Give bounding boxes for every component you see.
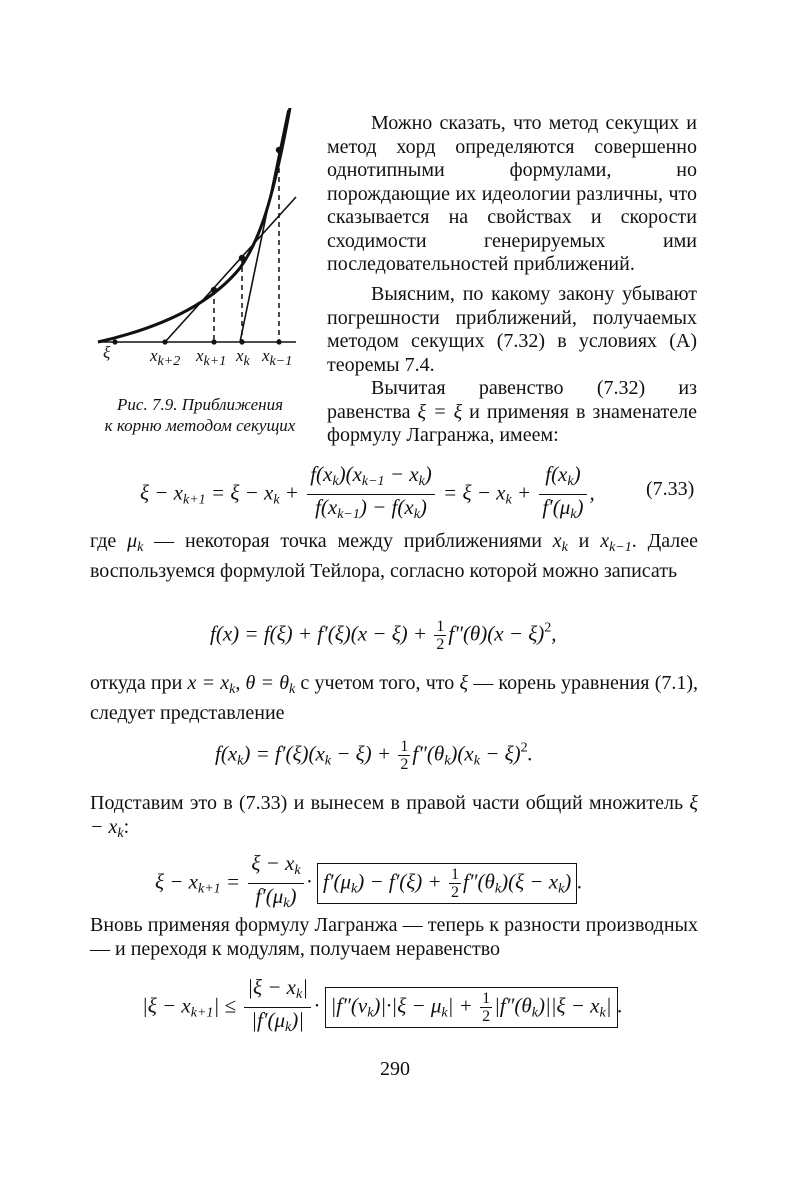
paragraph-2: Выясним, по какому закону убывают погрешности приближений, получаемых методом секущих (7.32) в условиях (А) теоремы 7.4.	[327, 283, 697, 376]
paragraph-1: Можно сказать, что метод секущих и метод хорд определяются совершенно однотипными формулами, но порождающие их идеологии различны, что сказывается на свойствах и скорости сходимости генерируемых ими последовательностей приближений.	[327, 112, 697, 275]
point-xkm1-axis	[276, 339, 281, 344]
point-xkm1	[276, 147, 282, 153]
figure-caption: Рис. 7.9. Приближения к корню методом секущих	[104, 395, 296, 435]
paragraph-7: Вновь применяя формулу Лагранжа — теперь к разности производных — и переходя к модулям, получаем неравенство	[90, 914, 698, 960]
page-number: 290	[380, 1058, 410, 1080]
point-xk-axis	[239, 339, 244, 344]
paragraph-3: Вычитая равенство (7.32) из равенства ξ = ξ и применяя в знаменателе формулу Лагранжа, имеем:	[327, 377, 697, 446]
equation-inequality: $|\xi - x_{k+1}|$ ≤ $\frac{|\xi - x_k|}{|f'(\mu_k)|}$ · $|f''(\nu_k)|\cdot|\xi - \mu_k|$ + $\frac{1}{2}$ $|f''(\theta_k)||\xi - x_k|$ .	[142, 975, 623, 1035]
equation-7-33: $\xi - x_{k+1} = \xi - x_k$ + $\frac{f(x_k)(x_{k-1} - x_k)}{f(x_{k-1}) - f(x_k)}$ = $\xi - x_k$ + $\frac{f(x_k)}{f'(\mu_k)}$ ,	[140, 462, 595, 522]
figure-secant-method	[90, 100, 310, 360]
point-xk1	[211, 287, 217, 293]
label-xk1: $x_{k+1}$	[196, 346, 227, 369]
label-xkm1: $x_{k-1}$	[262, 346, 293, 369]
secant-line-2	[240, 110, 288, 342]
paragraph-5: откуда при $x = x_k$, $\theta = \theta_k$ с учетом того, что ξ — корень уравнения (7.1), следует представление	[90, 672, 699, 724]
paragraph-4: где $\mu_k$ — некоторая точка между приближениями $x_k$ и $x_{k-1}$. Далее воспользуемся формулой Тейлора, согласно которой можно записать	[90, 530, 699, 582]
label-xi: ξ	[103, 343, 111, 362]
point-xk2	[162, 339, 167, 344]
paragraph-6: Подставим это в (7.33) и вынесем в правой части общий множитель $\xi - x_k$:	[90, 792, 698, 841]
equation-factored: $\xi - x_{k+1}$ = $\frac{\xi - x_k}{f'(\mu_k)}$ · $f'(\mu_k) - f'(\xi)$ + $\frac{1}{2}$ $f''(\theta_k)(\xi - x_k)$ .	[155, 851, 583, 911]
equation-number: (7.33)	[646, 478, 695, 500]
point-xk	[239, 255, 245, 261]
point-xk1-axis	[211, 339, 216, 344]
secant-line-1	[165, 197, 296, 342]
label-xk: $x_k$	[236, 346, 250, 369]
label-xk2: $x_{k+2}$	[150, 346, 181, 369]
function-curve	[98, 108, 290, 342]
equation-representation: $f(x_k) = f'(\xi)(x_k - \xi)$ + $\frac{1}{2}$ $f''(\theta_k)(x_k - \xi)^2$.	[215, 738, 533, 773]
point-xi	[112, 339, 117, 344]
equation-taylor: f(x) = f(ξ) + f′(ξ)(x − ξ) + $\frac{1}{2}$ $f''(\theta)(x - \xi)^2$,	[210, 618, 557, 653]
